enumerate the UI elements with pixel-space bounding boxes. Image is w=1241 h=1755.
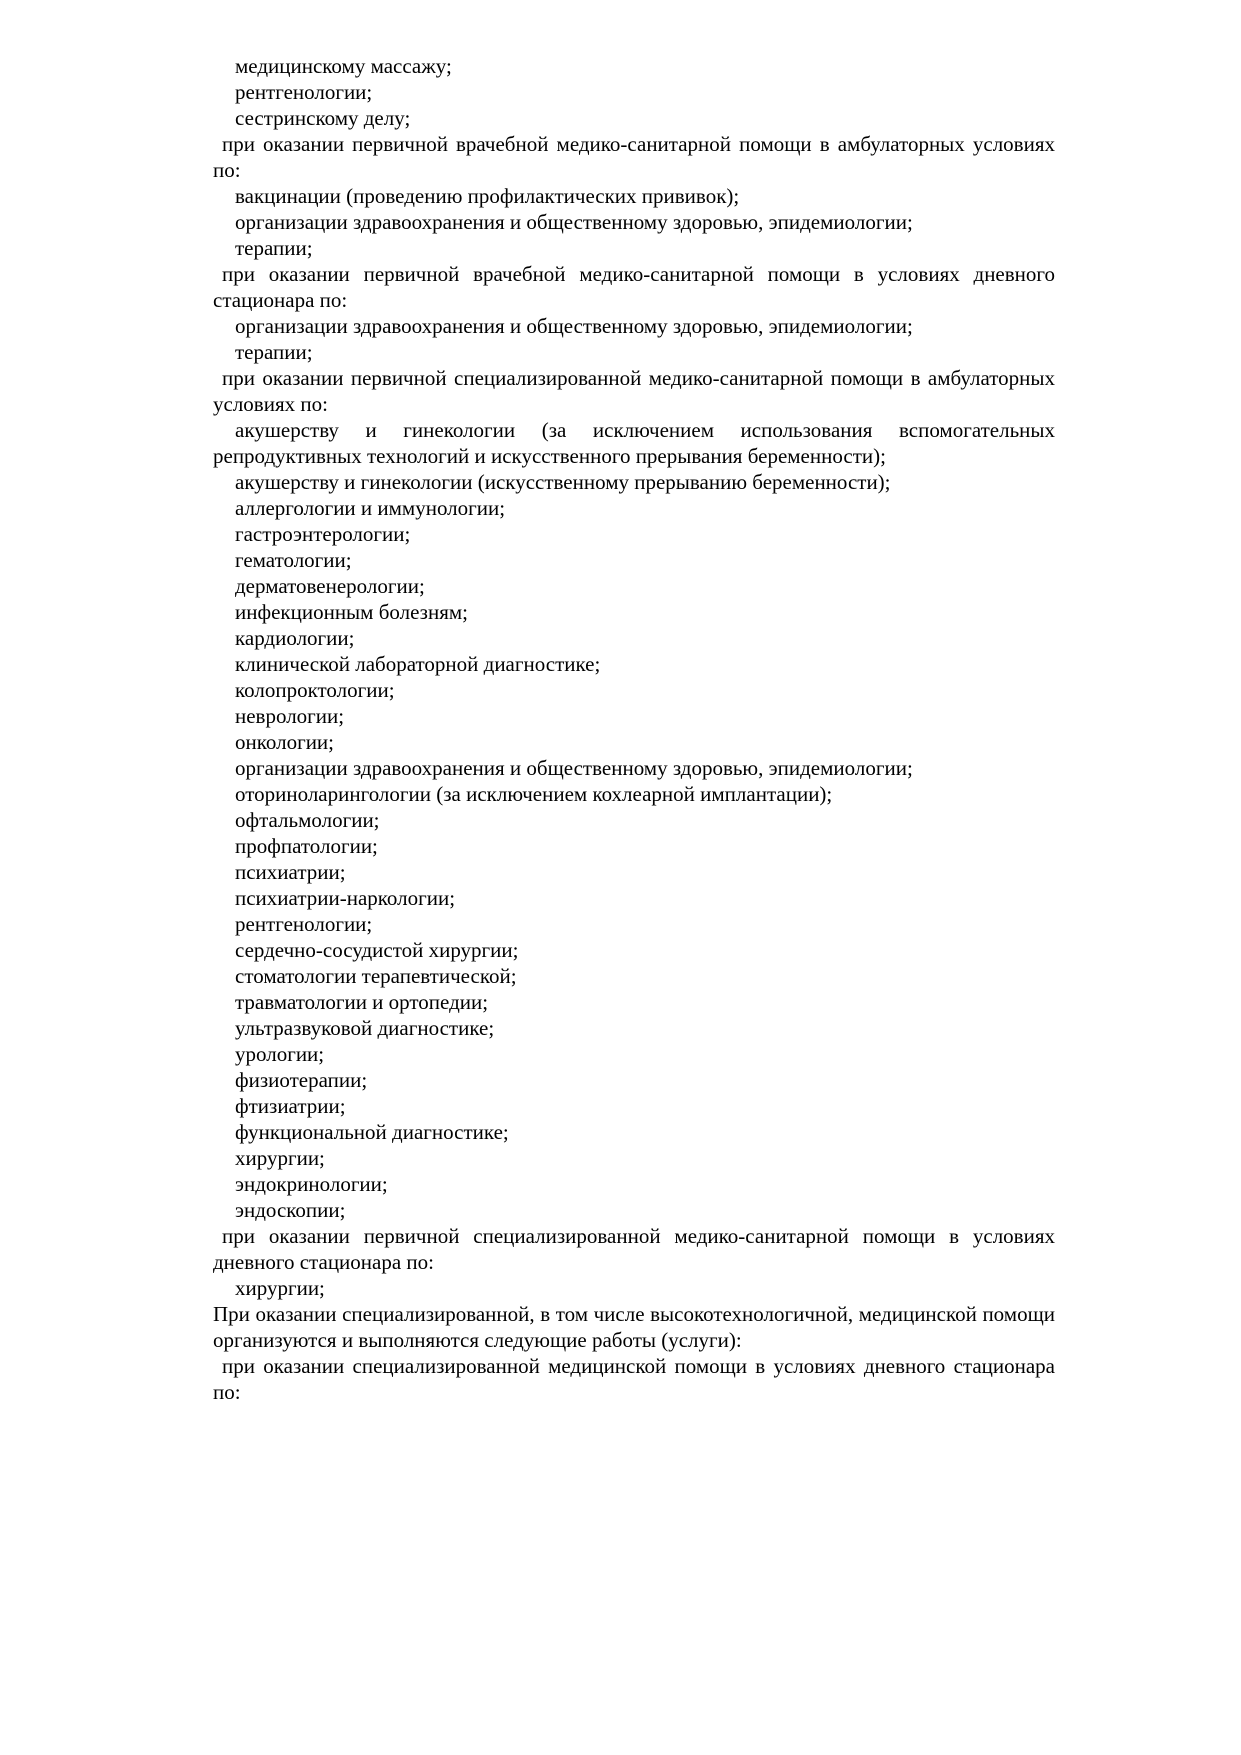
paragraph-line: при оказании первичной врачебной медико-санитарной помощи в амбулаторных условиях по: [213, 132, 1055, 182]
paragraph-line: дерматовенерологии; [235, 574, 425, 598]
paragraph-line: профпатологии; [235, 834, 378, 858]
paragraph-line: клинической лабораторной диагностике; [235, 652, 601, 676]
paragraph-line: рентгенологии; [235, 80, 373, 104]
paragraph-line: ультразвуковой диагностике; [235, 1016, 495, 1040]
paragraph-line: фтизиатрии; [235, 1094, 346, 1118]
paragraph-line: при оказании первичной специализированной медико-санитарной помощи в амбулаторных условиях по: [213, 366, 1055, 416]
paragraph-line: организации здравоохранения и общественному здоровью, эпидемиологии; [235, 756, 913, 780]
paragraph-line: медицинскому массажу; [235, 54, 452, 78]
paragraph-line: акушерству и гинекологии (за исключением использования вспомогательных репродуктивных технологий и искусственного прерывания беременности); [213, 418, 1055, 468]
paragraph-line: эндоскопии; [235, 1198, 346, 1222]
paragraph-line: вакцинации (проведению профилактических прививок); [235, 184, 740, 208]
paragraph-line: сердечно-сосудистой хирургии; [235, 938, 519, 962]
paragraph-line: сестринскому делу; [235, 106, 411, 130]
paragraph-line: организации здравоохранения и общественному здоровью, эпидемиологии; [235, 314, 913, 338]
paragraph-line: гематологии; [235, 548, 352, 572]
paragraph-line: при оказании первичной специализированной медико-санитарной помощи в условиях дневного стационара по: [213, 1224, 1055, 1274]
paragraph-line: терапии; [235, 236, 313, 260]
paragraph-line: гастроэнтерологии; [235, 522, 411, 546]
paragraph-line: кардиологии; [235, 626, 355, 650]
paragraph-line: урологии; [235, 1042, 325, 1066]
paragraph-line: оториноларингологии (за исключением кохлеарной имплантации); [235, 782, 833, 806]
paragraph-line: офтальмологии; [235, 808, 380, 832]
paragraph-line: хирургии; [235, 1276, 325, 1300]
paragraph-line: хирургии; [235, 1146, 325, 1170]
paragraph-line: травматологии и ортопедии; [235, 990, 489, 1014]
paragraph-line: стоматологии терапевтической; [235, 964, 517, 988]
paragraph-line: при оказании первичной врачебной медико-санитарной помощи в условиях дневного стационара по: [213, 262, 1055, 312]
paragraph-line: психиатрии-наркологии; [235, 886, 456, 910]
paragraph-line: терапии; [235, 340, 313, 364]
paragraph-line: колопроктологии; [235, 678, 395, 702]
paragraph-line: при оказании специализированной медицинской помощи в условиях дневного стационара по: [213, 1354, 1055, 1404]
paragraph-line: онкологии; [235, 730, 335, 754]
paragraph-line: акушерству и гинекологии (искусственному прерыванию беременности); [235, 470, 891, 494]
paragraph-line: аллергологии и иммунологии; [235, 496, 506, 520]
paragraph-line: инфекционным болезням; [235, 600, 468, 624]
paragraph-line: эндокринологии; [235, 1172, 388, 1196]
paragraph-line: функциональной диагностике; [235, 1120, 509, 1144]
paragraph-line: рентгенологии; [235, 912, 373, 936]
paragraph-line: психиатрии; [235, 860, 346, 884]
paragraph-line: При оказании специализированной, в том числе высокотехнологичной, медицинской помощи организуются и выполняются следующие работы (услуги): [213, 1302, 1055, 1352]
paragraph-line: организации здравоохранения и общественному здоровью, эпидемиологии; [235, 210, 913, 234]
document-content [213, 53, 1055, 1405]
paragraph-line: физиотерапии; [235, 1068, 368, 1092]
paragraph-line: неврологии; [235, 704, 345, 728]
